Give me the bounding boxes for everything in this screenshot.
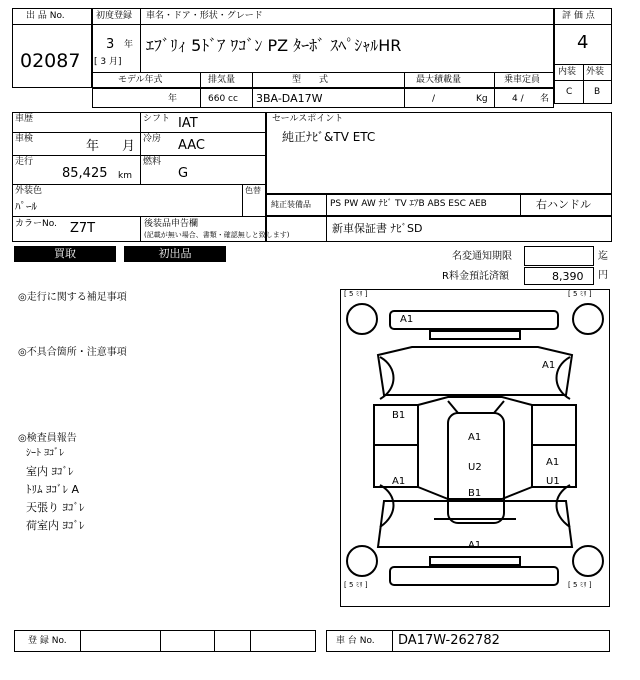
defect-title: ◎不具合箇所・注意事項: [18, 347, 127, 358]
aftermarket-label: 後装品申告欄: [144, 219, 199, 229]
exterior-label: 外装: [586, 67, 605, 77]
first-reg-label: 初度登録: [96, 11, 133, 21]
inspector-line: 荷室内 ﾖｺﾞﾚ: [26, 519, 85, 532]
capacity-label: 乗車定員: [504, 75, 541, 85]
recycle-value: 8,390: [552, 270, 584, 283]
title-label: 車名・ドア・形状・グレード: [146, 11, 263, 21]
mark-right-door-a: A1: [546, 457, 560, 468]
chassis-label: 車 台 No.: [336, 636, 375, 646]
name-change-label: 名変通知期限: [452, 251, 512, 262]
color-no-label: カラーNo.: [15, 219, 57, 229]
driving-title: ◎走行に関する補足事項: [18, 292, 127, 303]
name-change-box: [524, 246, 594, 266]
interior-label: 内装: [558, 67, 577, 77]
fuel: G: [178, 166, 189, 181]
mark-hood: A1: [468, 432, 482, 443]
inspector-line: ﾄﾘﾑ ﾖｺﾞﾚ A: [26, 483, 80, 496]
tire-label-front-left: [ 5 ﾐﾘ ]: [344, 290, 368, 298]
mark-left-rear: A1: [392, 476, 406, 487]
mileage: 85,425: [62, 166, 108, 181]
year-unit: 年: [124, 40, 134, 50]
capacity-unit: 名: [540, 94, 550, 104]
handle: 右ハンドル: [536, 198, 591, 211]
car-outline: [340, 289, 610, 607]
sales-point: 純正ﾅﾋﾞ&TV ETC: [282, 130, 376, 144]
buy-tag: 買取: [14, 246, 116, 262]
recycle-label: R料金預託済額: [442, 271, 509, 282]
interior-grade: C: [566, 87, 573, 97]
sales-point-label: セールスポイント: [272, 114, 344, 124]
mark-roof: U2: [468, 462, 482, 473]
score-label: 評 価 点: [562, 11, 595, 21]
color-no: Z7T: [70, 221, 96, 236]
ac-label: 冷房: [143, 134, 162, 144]
color-change-label: 色替: [245, 186, 261, 195]
first-reg-year: 3: [106, 37, 115, 52]
ac: AAC: [178, 138, 205, 153]
warranty: 新車保証書 ﾅﾋﾞSD: [332, 222, 423, 235]
max-load: /: [432, 94, 436, 104]
equipment: PS PW AW ﾅﾋﾞ TV ｴｱB ABS ESC AEB: [330, 199, 487, 209]
mileage-unit: km: [118, 171, 132, 181]
history-label: 車歴: [15, 114, 34, 124]
mark-roof-b: B1: [468, 488, 482, 499]
mileage-label: 走行: [15, 157, 34, 167]
reg-no-label: 登 録 No.: [28, 636, 67, 646]
car-name: ｴﾌﾞﾘｨ 5ﾄﾞｱ ﾜｺﾞﾝ PZ ﾀｰﾎﾞ ｽﾍﾟｼｬﾙHR: [146, 36, 402, 55]
displacement-label: 排気量: [208, 75, 236, 85]
model-type: 3BA-DA17W: [256, 92, 323, 105]
model-year-label: モデル年式: [118, 75, 163, 85]
displacement: 660 cc: [208, 94, 238, 104]
fuel-label: 燃料: [143, 157, 162, 167]
inspector-line: 室内 ﾖｺﾞﾚ: [26, 465, 74, 478]
max-load-label: 最大積載量: [416, 75, 462, 85]
name-change-unit: 迄: [598, 251, 608, 262]
mark-front-bumper: A1: [400, 314, 414, 325]
tire-label-rear-left: [ 5 ﾐﾘ ]: [344, 581, 368, 589]
warranty-box: [266, 216, 612, 242]
inspector-line: 天張り ﾖｺﾞﾚ: [26, 501, 85, 514]
color: ﾊﾟｰﾙ: [15, 200, 37, 213]
mark-rear: A1: [468, 540, 482, 551]
tire-label-rear-right: [ 5 ﾐﾘ ]: [568, 581, 592, 589]
color-label: 外装色: [15, 186, 43, 196]
chassis-no: DA17W-262782: [398, 633, 500, 648]
capacity: 4 /: [512, 94, 524, 104]
mark-left-front-door: B1: [392, 410, 406, 421]
model-year-unit: 年: [168, 94, 178, 104]
max-load-unit: Kg: [476, 94, 488, 104]
shift: IAT: [178, 116, 198, 131]
recycle-unit: 円: [598, 270, 608, 281]
inspection-month: 月: [122, 139, 136, 154]
exterior-grade: B: [594, 87, 601, 97]
first-listing-tag: 初出品: [124, 246, 226, 262]
inspector-title: ◎検査員報告: [18, 433, 77, 444]
mark-right-door-u: U1: [546, 476, 560, 487]
shift-label: シフト: [143, 114, 171, 124]
mark-front-right: A1: [542, 360, 556, 371]
first-reg-month: [ 3 月]: [94, 57, 122, 67]
inspection-label: 車検: [15, 134, 34, 144]
score-value: 4: [577, 32, 589, 53]
lot-label: 出 品 No.: [26, 11, 65, 21]
inspection-year: 年: [86, 139, 100, 154]
tire-label-front-right: [ 5 ﾐﾘ ]: [568, 290, 592, 298]
inspector-line: ｼｰﾄ ﾖｺﾞﾚ: [26, 448, 65, 459]
aftermarket-note: (記載が無い場合、書類・確認無しと致します): [144, 231, 290, 239]
lot-number: 02087: [20, 50, 81, 72]
type-label: 型 式: [292, 75, 329, 85]
sales-point-box: [266, 112, 612, 194]
equipment-label: 純正装備品: [271, 200, 311, 209]
